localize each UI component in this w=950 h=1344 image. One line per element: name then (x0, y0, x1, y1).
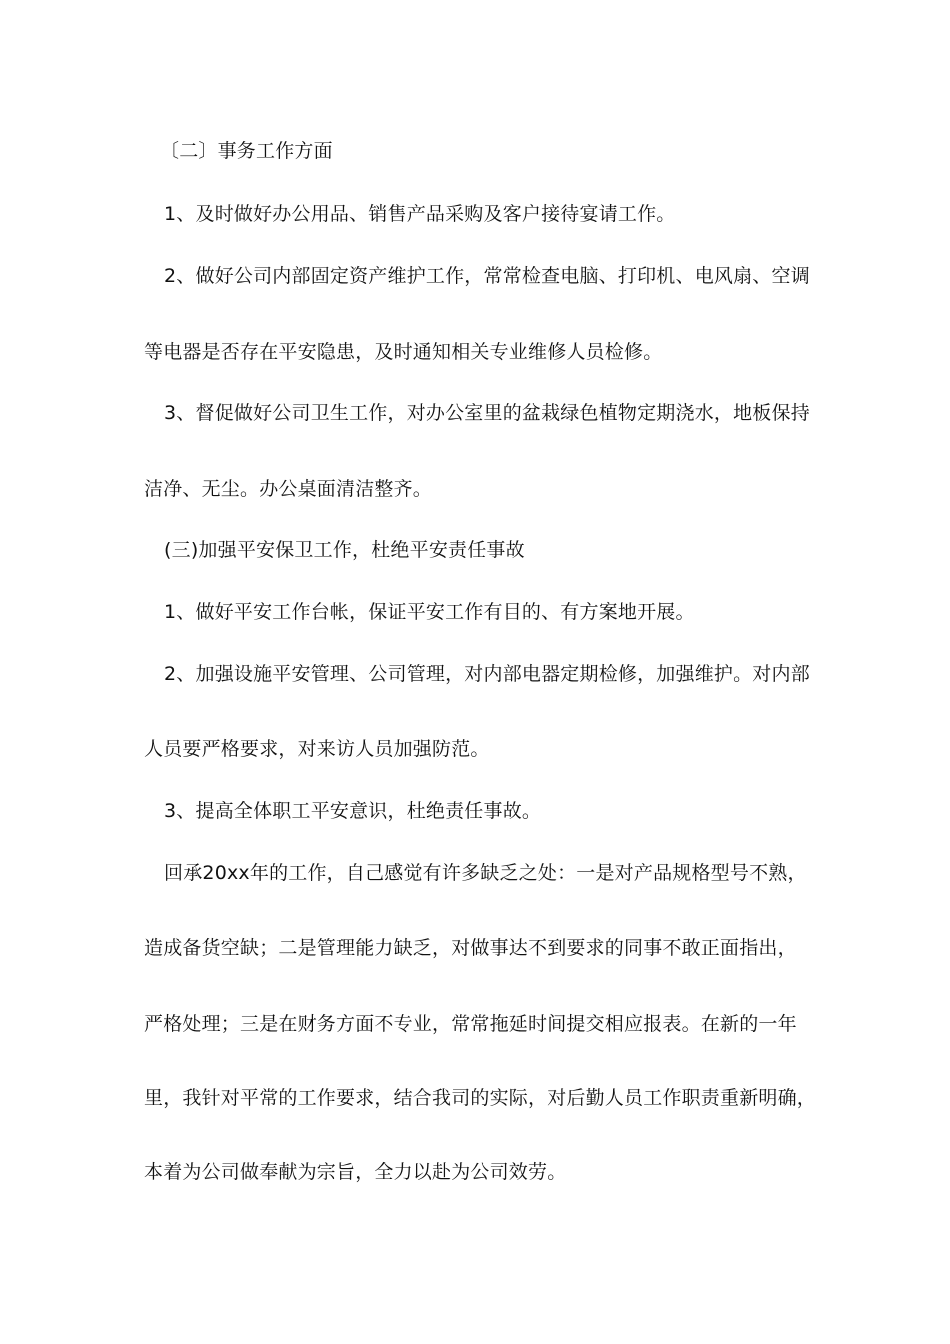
list-item-affairs-1: 1、及时做好办公用品、销售产品采购及客户接待宴请工作。 (164, 203, 676, 225)
summary-paragraph-line-4: 里，我针对平常的工作要求，结合我司的实际，对后勤人员工作职责重新明确， (144, 1087, 817, 1109)
list-item-affairs-2: 2、做好公司内部固定资产维护工作，常常检查电脑、打印机、电风扇、空调 (164, 265, 810, 287)
summary-paragraph-line-5: 本着为公司做奉献为宗旨，全力以赴为公司效劳。 (144, 1161, 567, 1183)
section-heading-affairs: 〔二〕事务工作方面 (160, 140, 333, 162)
section-heading-security: (三)加强平安保卫工作，杜绝平安责任事故 (164, 539, 525, 561)
list-item-security-2: 2、加强设施平安管理、公司管理，对内部电器定期检修，加强维护。对内部 (164, 663, 810, 685)
list-item-affairs-3: 3、督促做好公司卫生工作，对办公室里的盆栽绿色植物定期浇水，地板保持 (164, 402, 810, 424)
list-item-security-3: 3、提高全体职工平安意识，杜绝责任事故。 (164, 800, 542, 822)
list-item-affairs-3-cont: 洁净、无尘。办公桌面清洁整齐。 (144, 478, 433, 500)
summary-paragraph-line-1: 回承20xx年的工作，自己感觉有许多缺乏之处：一是对产品规格型号不熟， (164, 862, 807, 884)
list-item-affairs-2-cont: 等电器是否存在平安隐患，及时通知相关专业维修人员检修。 (144, 341, 663, 363)
summary-paragraph-line-3: 严格处理；三是在财务方面不专业，常常拖延时间提交相应报表。在新的一年 (144, 1013, 797, 1035)
list-item-security-2-cont: 人员要严格要求，对来访人员加强防范。 (144, 738, 490, 760)
list-item-security-1: 1、做好平安工作台帐，保证平安工作有目的、有方案地开展。 (164, 601, 695, 623)
summary-paragraph-line-2: 造成备货空缺；二是管理能力缺乏，对做事达不到要求的同事不敢正面指出， (144, 937, 797, 959)
